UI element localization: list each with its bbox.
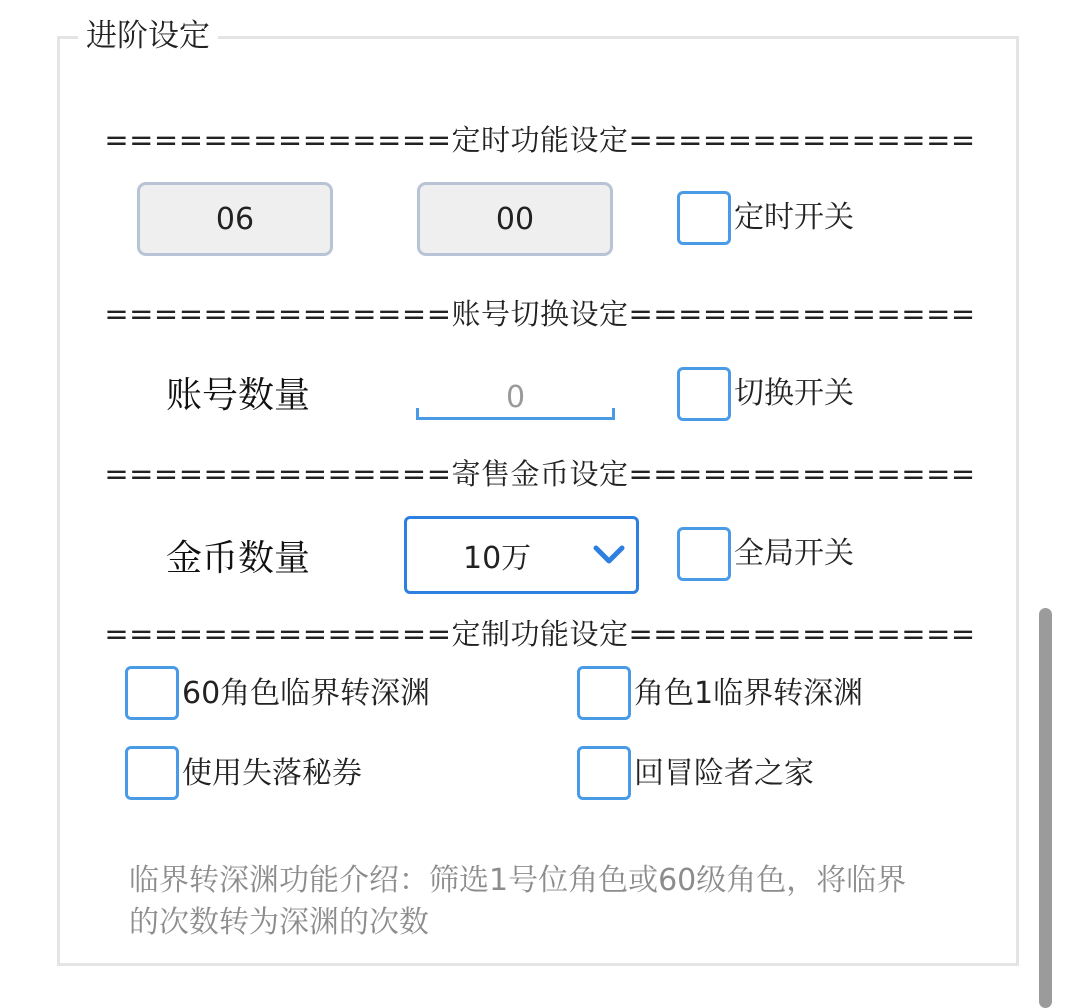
option-60-role-label: 60角色临界转深渊 [182,676,431,711]
timer-divider: ==============定时功能设定============== [104,123,976,157]
option-adventurer-home-checkbox[interactable] [577,746,631,800]
chevron-down-icon [592,543,626,567]
gold-divider: ==============寄售金币设定============== [104,457,976,491]
timer-toggle-checkbox[interactable] [677,191,731,245]
scrollbar[interactable] [1039,608,1052,1008]
gold-amount-label: 金币数量 [166,538,311,579]
option-role1-checkbox[interactable] [577,666,631,720]
custom-divider: ==============定制功能设定============== [104,617,976,651]
global-toggle-checkbox[interactable] [677,527,731,581]
account-switch-checkbox[interactable] [677,367,731,421]
timer-toggle-label: 定时开关 [734,200,854,235]
gold-amount-select[interactable] [404,516,639,594]
section-title: 进阶设定 [78,16,218,56]
global-toggle-label: 全局开关 [734,536,854,571]
account-count-label: 账号数量 [166,375,311,416]
account-count-input[interactable]: 0 [416,376,615,420]
minute-input[interactable]: 00 [417,182,613,256]
option-role1-label: 角色1临界转深渊 [634,676,864,711]
option-lost-ticket-label: 使用失落秘券 [182,756,362,791]
gold-amount-value: 10万 [463,541,532,576]
account-divider: ==============账号切换设定============== [104,297,976,331]
account-switch-label: 切换开关 [734,376,854,411]
advanced-settings-panel [57,36,1019,966]
option-adventurer-home-label: 回冒险者之家 [634,756,814,791]
hour-input[interactable]: 06 [137,182,333,256]
option-lost-ticket-checkbox[interactable] [125,746,179,800]
option-60-role-checkbox[interactable] [125,666,179,720]
feature-description: 临界转深渊功能介绍：筛选1号位角色或60级角色，将临界的次数转为深渊的次数 [129,863,907,940]
